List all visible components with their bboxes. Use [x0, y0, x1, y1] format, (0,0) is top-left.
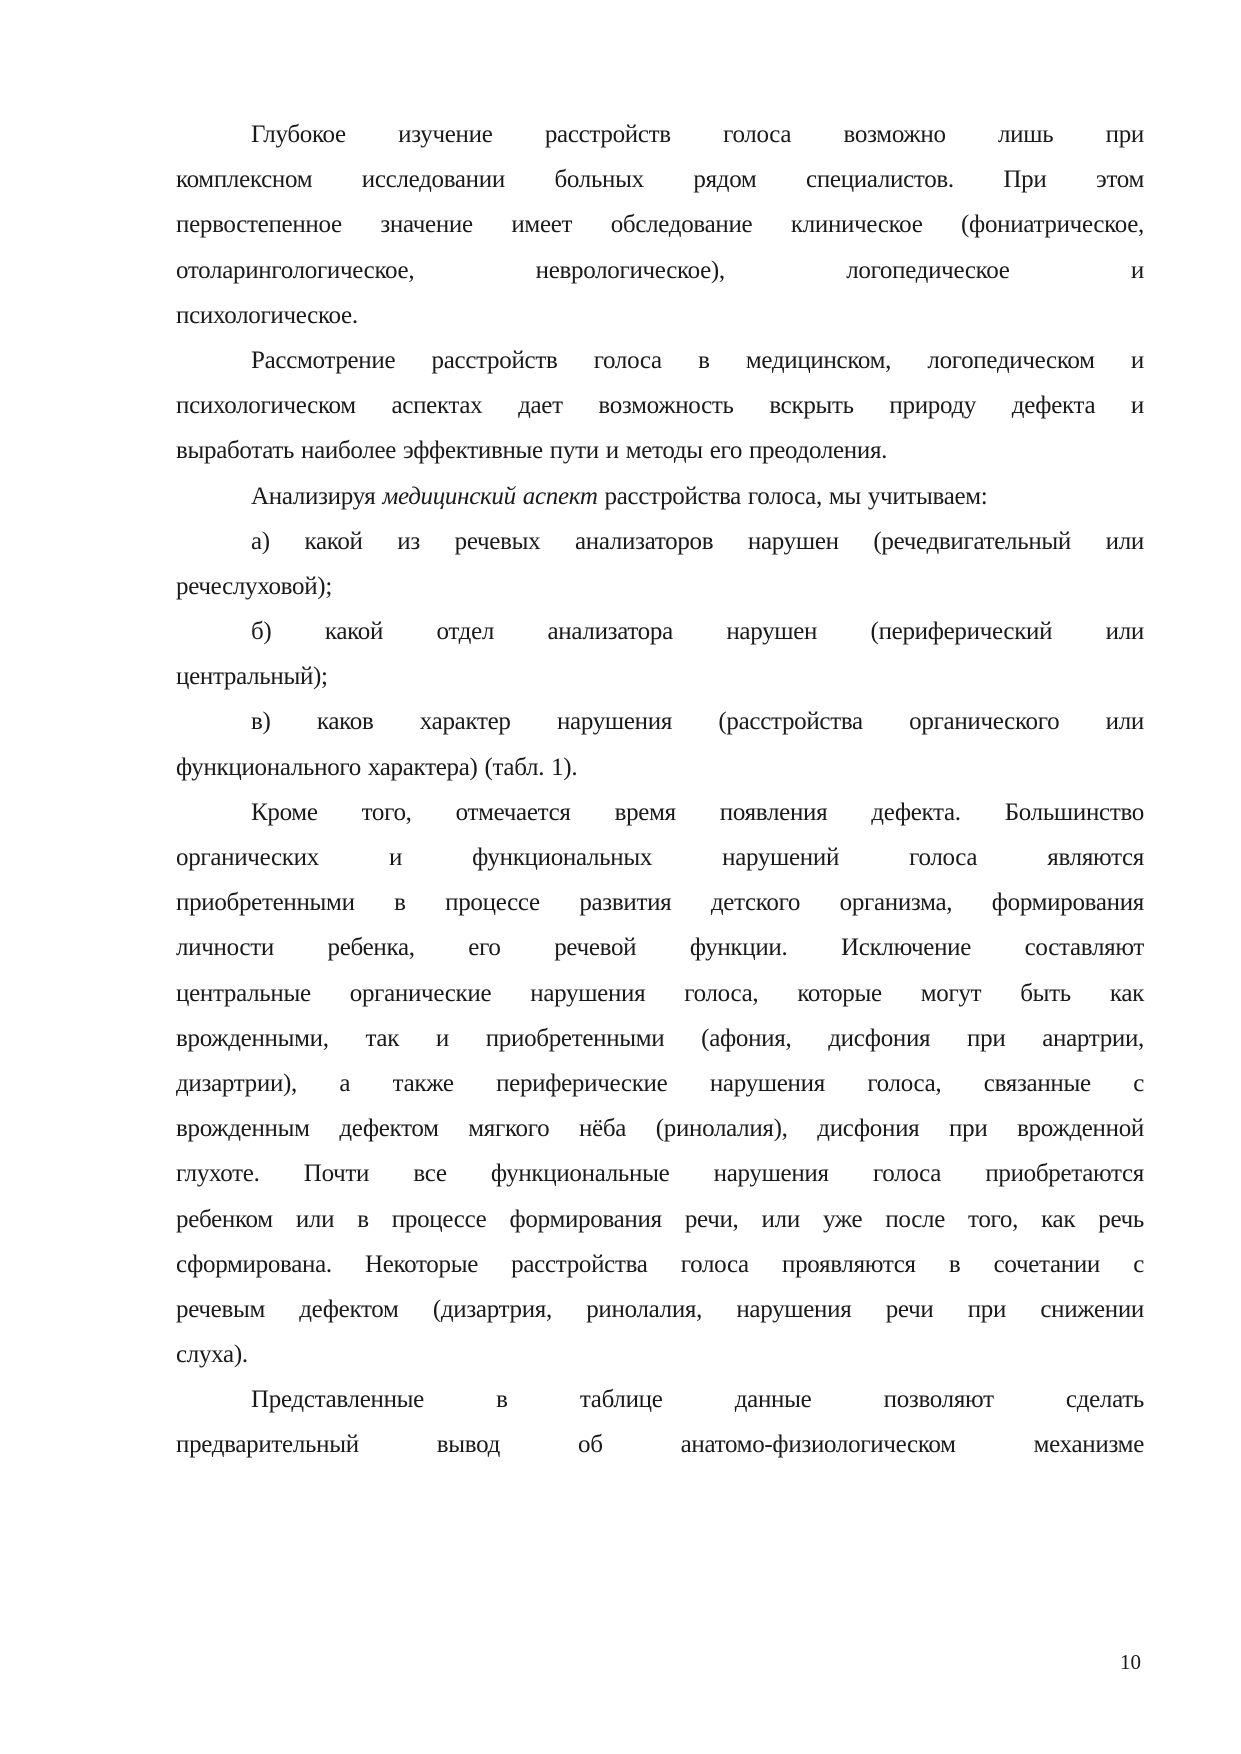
text-line: предварительный вывод об анатомо-физиологическом механизме	[176, 1431, 1144, 1459]
text-line: выработать наиболее эффективные пути и методы его преодоления.	[176, 437, 888, 465]
text-line: Представленные в таблице данные позволяют сделать	[251, 1386, 1144, 1414]
text-line: центральный);	[176, 663, 328, 691]
text-line: психологическое.	[176, 301, 358, 329]
text-line	[176, 474, 1144, 519]
list-item-b: б) какой отдел анализатора нарушен (периферический или	[251, 618, 1144, 646]
text-line: функционального характера) (табл. 1).	[176, 753, 578, 781]
list-item-c: в) каков характер нарушения (расстройства органического или	[251, 708, 1144, 736]
text-line: речевым дефектом (дизартрия, ринолалия, нарушения речи при снижении	[176, 1295, 1144, 1323]
text-line: приобретенными в процессе развития детского организма, формирования	[176, 889, 1144, 917]
text-line: органических и функциональных нарушений голоса являются	[176, 844, 1144, 871]
emphasis-text: медицинский аспект	[382, 482, 598, 510]
text-line: врожденным дефектом мягкого нёба (ринолалия), дисфония при врожденной	[176, 1115, 1144, 1143]
text-line: ребенком или в процессе формирования речи, или уже после того, как речь	[176, 1205, 1144, 1233]
text-line: сформирована. Некоторые расстройства голоса проявляются в сочетании с	[176, 1250, 1144, 1278]
text-line: первостепенное значение имеет обследование клиническое (фониатрическое,	[176, 211, 1144, 239]
text-line: слуха).	[176, 1341, 248, 1369]
text-run: расстройства голоса, мы учитываем:	[597, 482, 988, 510]
text-run: Анализируя	[251, 482, 383, 510]
text-line: речеслуховой);	[176, 572, 332, 600]
text-line: Кроме того, отмечается время появления дефекта. Большинство	[251, 798, 1144, 826]
text-line: психологическом аспектах дает возможность вскрыть природу дефекта и	[176, 392, 1144, 420]
body-text	[176, 112, 1144, 1468]
text-line: личности ребенка, его речевой функции. Исключение составляют	[176, 934, 1144, 962]
page-number: 10	[1120, 1650, 1141, 1674]
list-item-a: а) какой из речевых анализаторов нарушен (речедвигательный или	[251, 527, 1144, 555]
text-line: глухоте. Почти все функциональные нарушения голоса приобретаются	[176, 1160, 1144, 1188]
text-line: Глубокое изучение расстройств голоса возможно лишь при	[251, 121, 1144, 148]
text-line: дизартрии), а также периферические нарушения голоса, связанные с	[176, 1069, 1144, 1097]
text-line: отоларингологическое, неврологическое), логопедическое и	[176, 256, 1144, 284]
text-line: центральные органические нарушения голоса, которые могут быть как	[176, 979, 1144, 1007]
text-line: Рассмотрение расстройств голоса в медицинском, логопедическом и	[251, 346, 1144, 374]
text-line: комплексном исследовании больных рядом специалистов. При этом	[176, 166, 1144, 194]
text-line: врожденными, так и приобретенными (афония, дисфония при анартрии,	[176, 1024, 1144, 1052]
